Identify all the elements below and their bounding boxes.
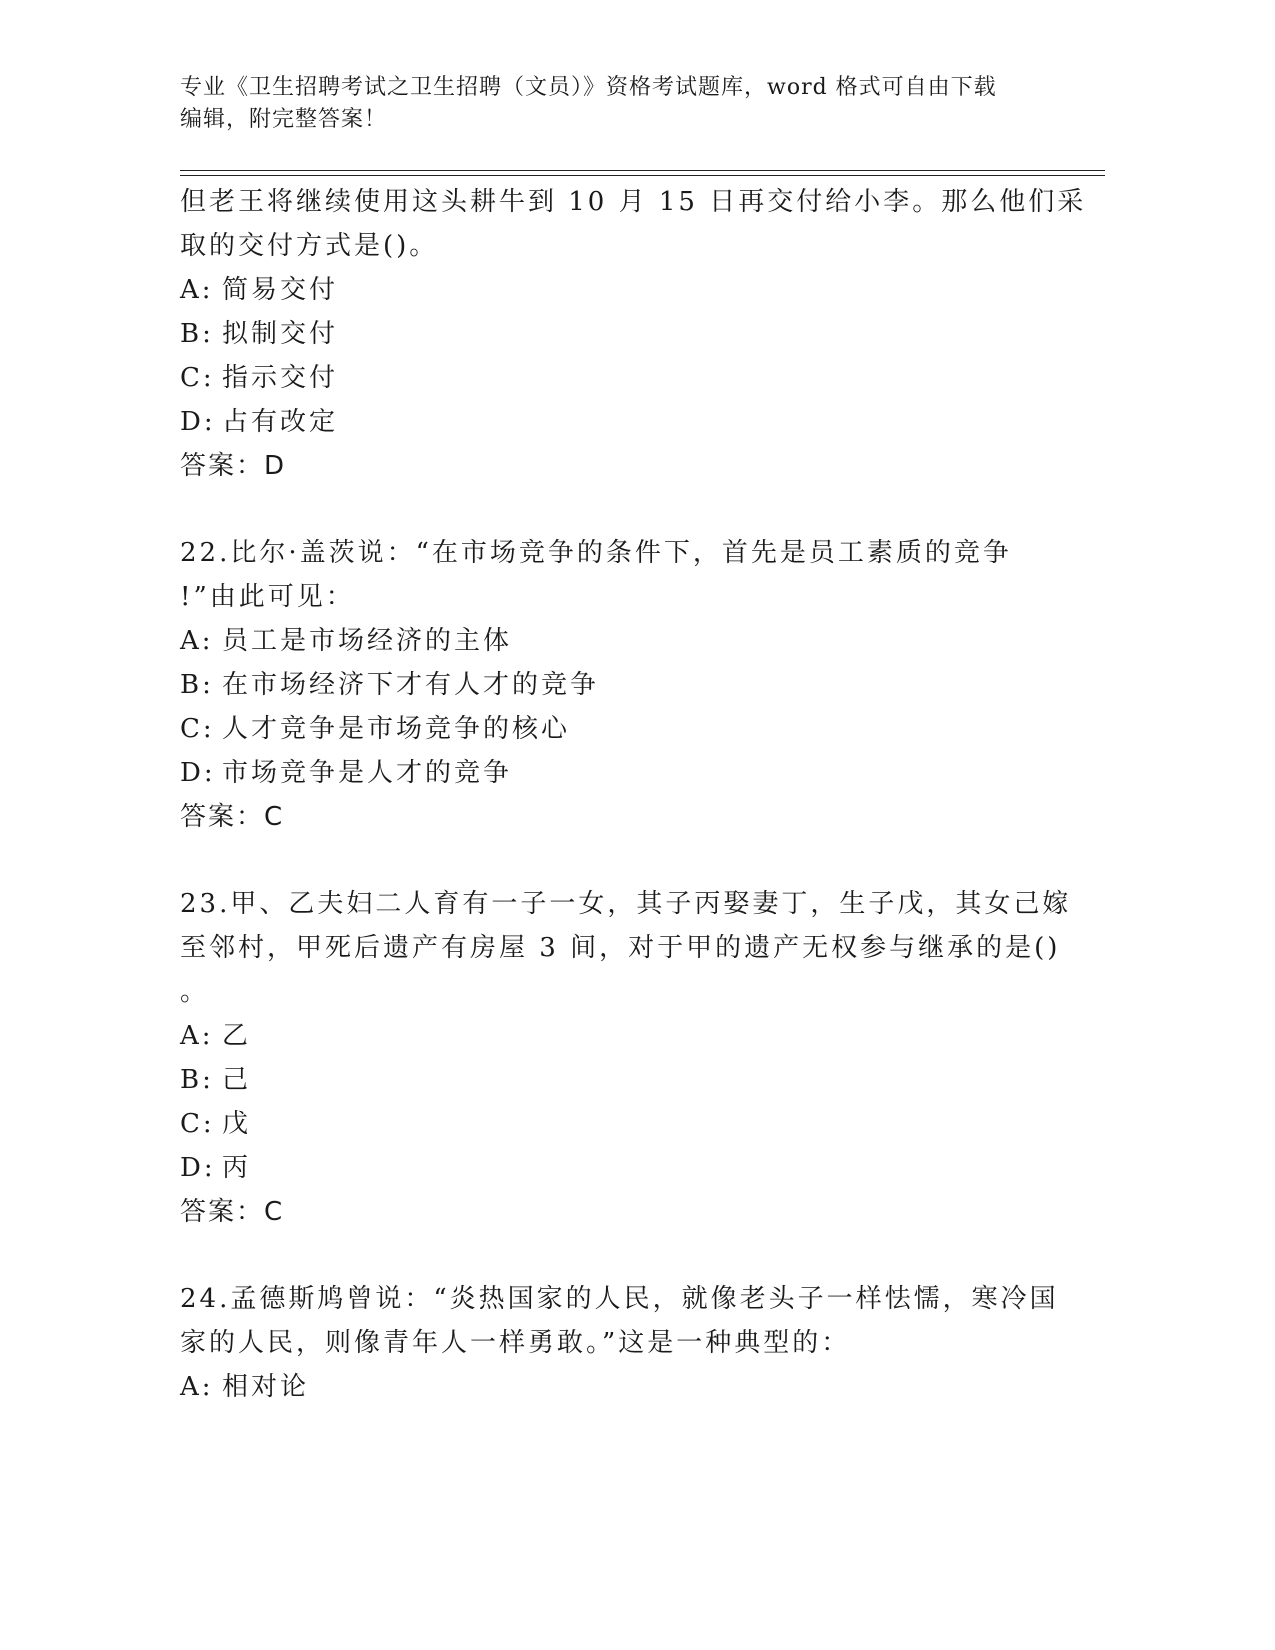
option-text: 员工是市场经济的主体	[222, 626, 513, 656]
option-text: 相对论	[222, 1372, 310, 1402]
option-a	[180, 268, 1040, 312]
option-b	[180, 1058, 1040, 1102]
option-letter: A:	[180, 1372, 214, 1402]
option-letter: B:	[180, 319, 214, 349]
option-b	[180, 663, 1040, 707]
option-text: 乙	[222, 1021, 252, 1051]
header-line-1: 专业《卫生招聘考试之卫生招聘（文员）》资格考试题库，word 格式可自由下载	[180, 75, 997, 100]
question-stem-line: 但老王将继续使用这头耕牛到 10 月 15 日再交付给小李。那么他们采	[180, 187, 1087, 217]
question-block	[180, 180, 1087, 488]
question-block	[180, 1277, 1059, 1409]
question-stem-line: 23.甲、乙夫妇二人育有一子一女，其子丙娶妻丁，生子戊，其女己嫁	[180, 889, 1072, 919]
question-block	[180, 882, 1072, 1234]
question-stem-line: !”由此可见：	[180, 582, 355, 612]
option-d	[180, 1146, 1040, 1190]
question-list	[180, 180, 1087, 1409]
option-letter: A:	[180, 275, 214, 305]
option-c	[180, 707, 1040, 751]
option-c	[180, 1102, 1040, 1146]
header-rule-bottom	[180, 175, 1105, 176]
option-letter: A:	[180, 626, 214, 656]
option-b	[180, 312, 1040, 356]
option-letter: B:	[180, 1065, 214, 1095]
option-letter: A:	[180, 1021, 214, 1051]
option-text: 人才竞争是市场竞争的核心	[222, 714, 571, 744]
option-text: 己	[222, 1065, 252, 1095]
option-a	[180, 619, 1040, 663]
option-letter: D:	[180, 758, 216, 788]
option-d	[180, 400, 1040, 444]
option-a	[180, 1014, 1040, 1058]
question-stem-line: 24.孟德斯鸠曾说：“炎热国家的人民，就像老头子一样怯懦，寒冷国	[180, 1284, 1059, 1314]
answer-line: 答案：D	[180, 451, 287, 481]
document-header	[180, 72, 1060, 136]
question-block	[180, 531, 1040, 839]
option-letter: D:	[180, 1153, 216, 1183]
option-d	[180, 751, 1040, 795]
answer-line: 答案：C	[180, 802, 285, 832]
option-letter: C:	[180, 363, 215, 393]
spacer	[180, 1234, 1040, 1277]
option-text: 简易交付	[222, 275, 339, 305]
option-text: 市场竞争是人才的竞争	[222, 758, 513, 788]
answer-line: 答案：C	[180, 1197, 285, 1227]
question-stem-line: 取的交付方式是()。	[180, 231, 439, 261]
option-text: 戊	[222, 1109, 252, 1139]
header-line-2: 编辑，附完整答案！	[180, 107, 388, 132]
option-letter: D:	[180, 407, 216, 437]
option-letter: B:	[180, 670, 214, 700]
question-stem-line: 至邻村，甲死后遗产有房屋 3 间，对于甲的遗产无权参与继承的是()	[180, 933, 1061, 963]
option-c	[180, 356, 1040, 400]
option-letter: C:	[180, 714, 215, 744]
question-stem-line: 家的人民，则像青年人一样勇敢。”这是一种典型的：	[180, 1328, 851, 1358]
spacer	[180, 488, 1040, 531]
header-rule-top	[180, 170, 1105, 171]
option-text: 在市场经济下才有人才的竞争	[222, 670, 600, 700]
option-text: 丙	[222, 1153, 252, 1183]
spacer	[180, 839, 1040, 882]
question-stem-line: 22.比尔·盖茨说：“在市场竞争的条件下，首先是员工素质的竞争	[180, 538, 1012, 568]
option-text: 指示交付	[222, 363, 339, 393]
option-text: 拟制交付	[222, 319, 339, 349]
option-a	[180, 1365, 1040, 1409]
question-stem-line: 。	[180, 977, 210, 1007]
option-text: 占有改定	[222, 407, 339, 437]
option-letter: C:	[180, 1109, 215, 1139]
